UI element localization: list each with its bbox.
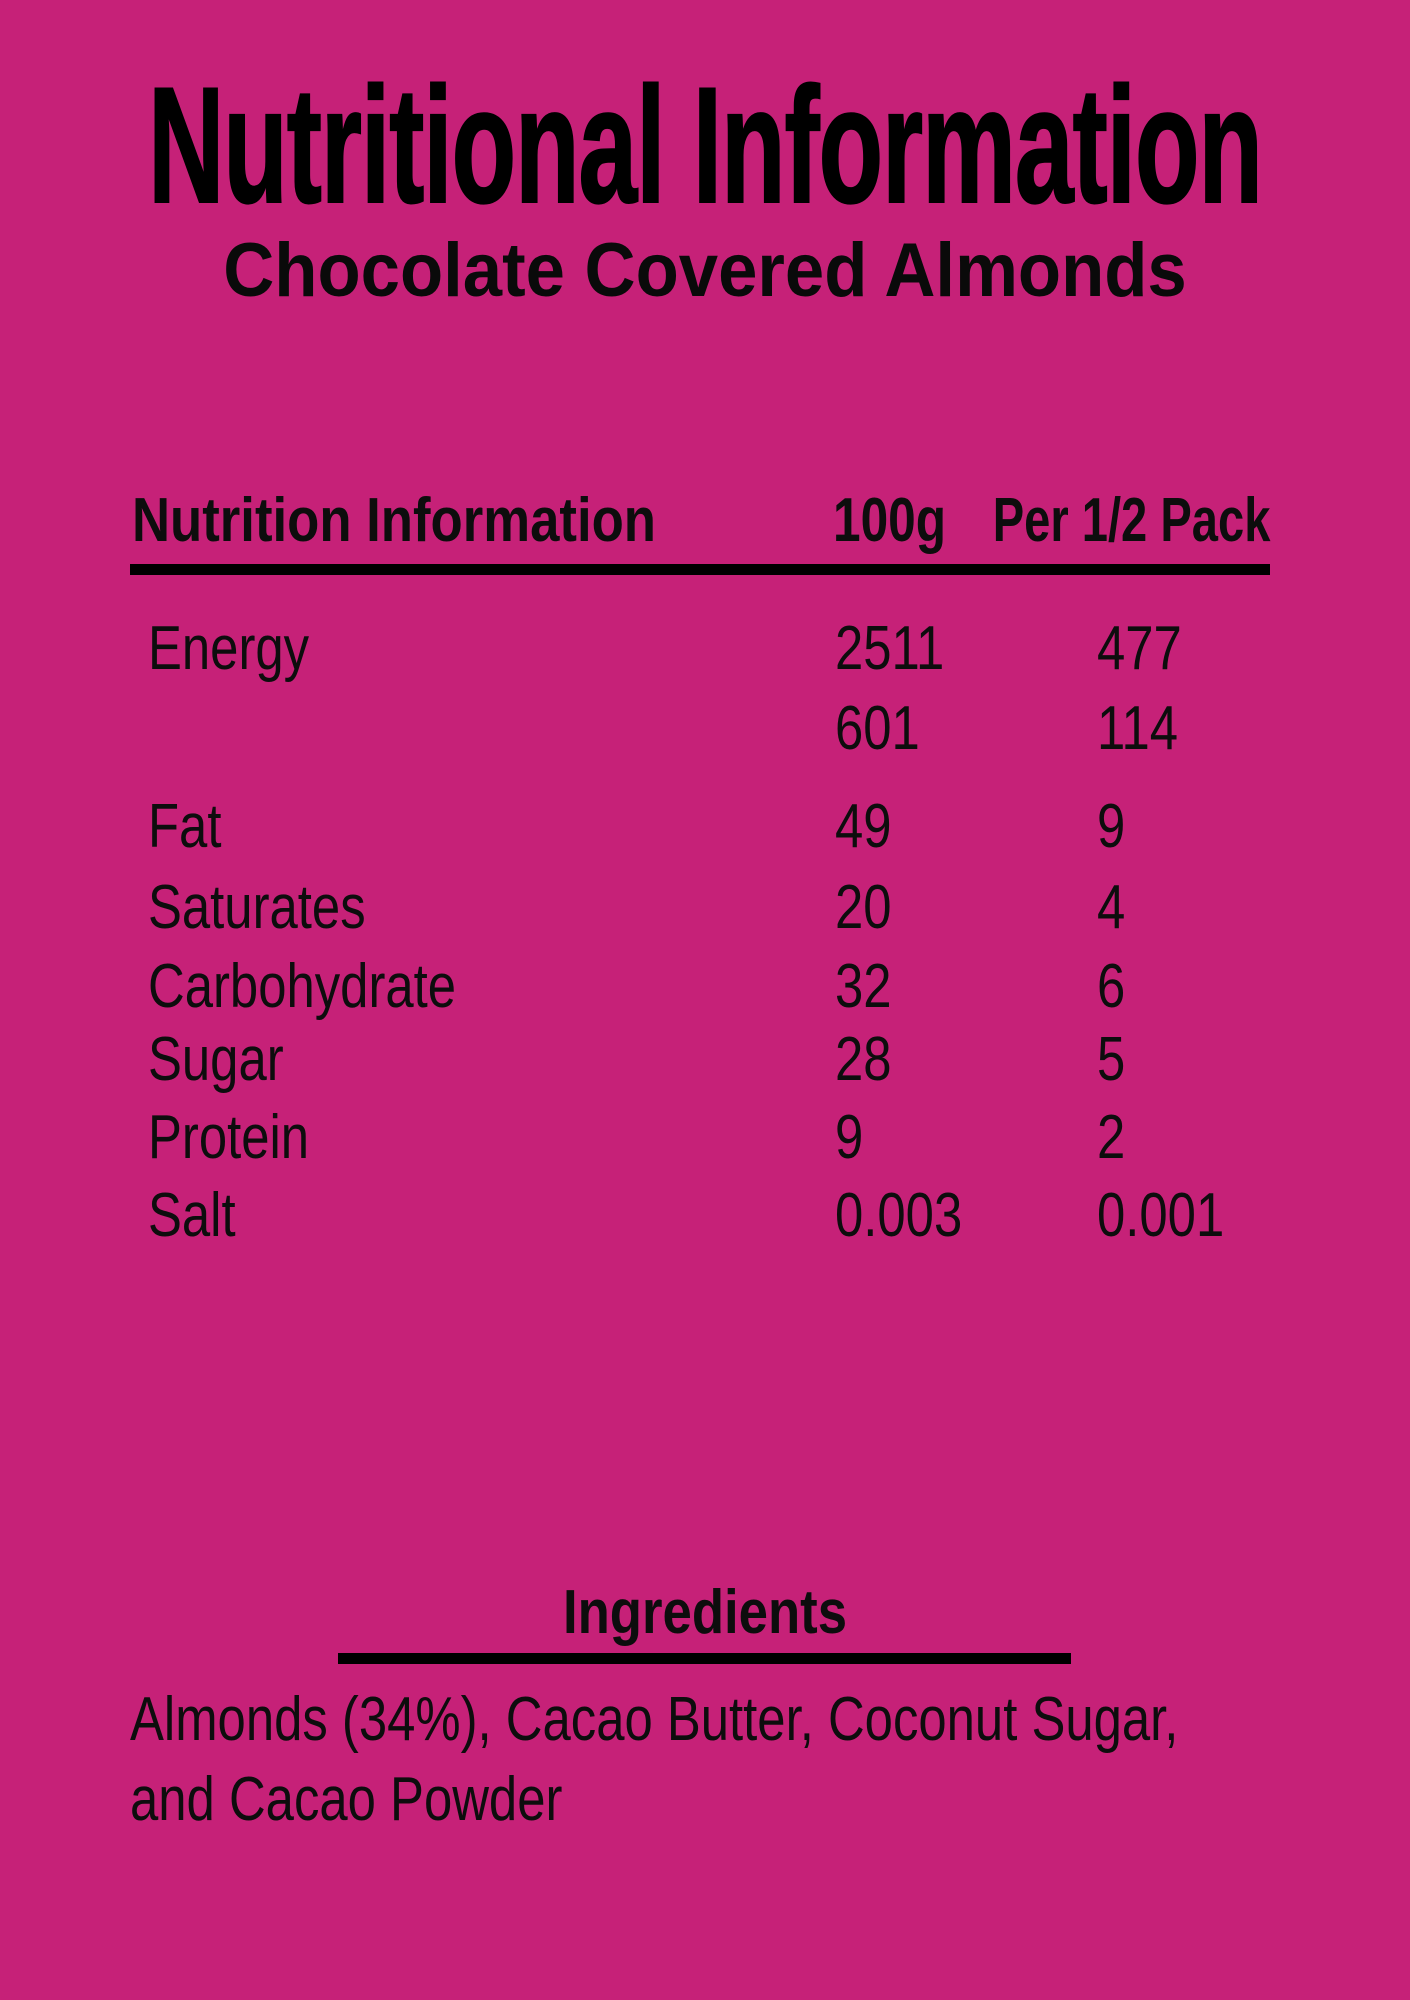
row-label: Sugar xyxy=(148,1025,284,1094)
value-100g: 2511 xyxy=(835,614,945,683)
value-per-half-pack: 2 xyxy=(1097,1103,1126,1172)
value-per-half-pack: 6 xyxy=(1097,952,1126,1021)
value-100g: 0.003 xyxy=(835,1181,963,1250)
value-100g: 601 xyxy=(835,694,920,763)
row-label xyxy=(130,698,835,760)
row-label: Saturates xyxy=(148,873,366,942)
product-name: Chocolate Covered Almonds xyxy=(223,228,1187,313)
row-label: Fat xyxy=(148,792,222,861)
value-100g: 49 xyxy=(835,792,892,861)
table-row-protein xyxy=(130,1103,1270,1172)
value-100g: 28 xyxy=(835,1025,892,1094)
row-label: Carbohydrate xyxy=(148,952,457,1021)
column-header-per-half-pack: Per 1/2 Pack xyxy=(992,486,1270,555)
ingredients-heading: Ingredients xyxy=(562,1578,848,1647)
value-per-half-pack: 0.001 xyxy=(1097,1181,1225,1250)
column-header-100g: 100g xyxy=(833,486,947,555)
ingredients-line-1: Almonds (34%), Cacao Butter, Coconut Sugar, xyxy=(130,1685,1179,1754)
value-100g: 32 xyxy=(835,952,892,1021)
page-title: Nutritional Information xyxy=(148,53,1262,237)
value-per-half-pack: 9 xyxy=(1097,792,1126,861)
value-100g: 9 xyxy=(835,1103,864,1172)
value-per-half-pack: 477 xyxy=(1097,614,1182,683)
row-label: Protein xyxy=(148,1103,310,1172)
ingredients-heading-rule xyxy=(338,1653,1071,1664)
value-per-half-pack: 114 xyxy=(1097,694,1179,763)
table-header-rule xyxy=(130,564,1270,575)
table-row-saturates xyxy=(130,873,1270,942)
row-label: Energy xyxy=(148,614,310,683)
ingredients-text xyxy=(130,1680,1380,1840)
value-100g: 20 xyxy=(835,873,892,942)
table-row-salt xyxy=(130,1181,1270,1250)
table-row-sugar xyxy=(130,1025,1270,1094)
value-per-half-pack: 4 xyxy=(1097,873,1126,942)
table-row-fat xyxy=(130,792,1270,861)
table-heading: Nutrition Information xyxy=(132,486,656,555)
row-label: Salt xyxy=(148,1181,236,1250)
table-row-energy-kcal xyxy=(130,694,1270,763)
ingredients-line-2: and Cacao Powder xyxy=(130,1765,563,1834)
table-row-energy xyxy=(130,614,1270,683)
table-row-carbohydrate xyxy=(130,952,1270,1021)
table-header xyxy=(130,486,1270,555)
value-per-half-pack: 5 xyxy=(1097,1025,1126,1094)
